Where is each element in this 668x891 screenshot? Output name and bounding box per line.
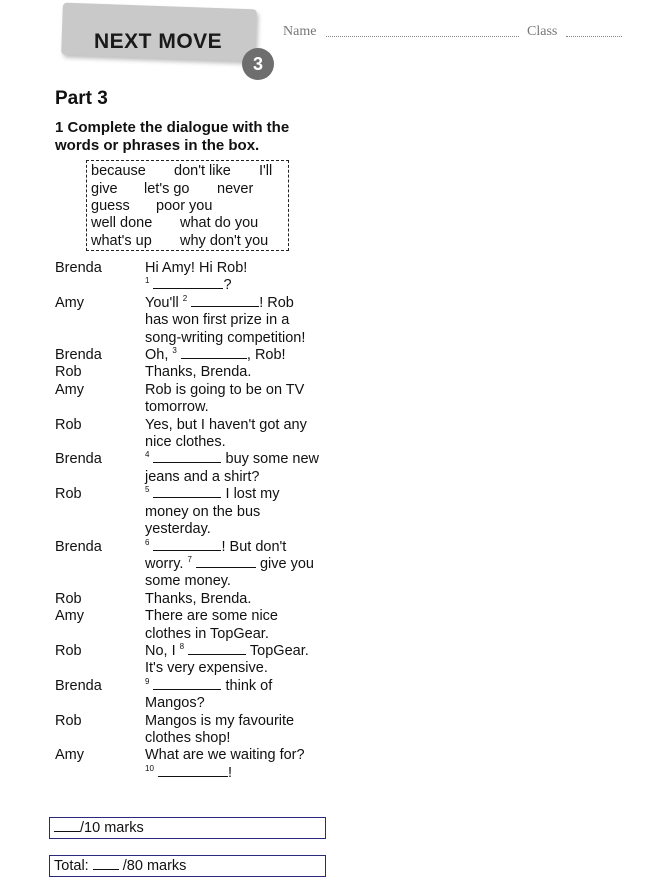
- line-text: Yes, but I haven't got any nice clothes.: [145, 416, 307, 451]
- gap-number: 2: [182, 293, 188, 303]
- speaker: Rob: [55, 416, 82, 433]
- dialogue-line: [55, 747, 335, 782]
- gap-number: 8: [179, 642, 185, 652]
- line-text: give you some money.: [145, 555, 314, 590]
- word-box-item: let's go: [144, 181, 190, 197]
- line-text: Rob is going to be on TV tomorrow.: [145, 381, 305, 416]
- answer-gap[interactable]: [181, 347, 247, 359]
- word-box-item: because: [91, 163, 146, 179]
- part-heading: Part 3: [55, 88, 108, 109]
- speaker: Brenda: [55, 677, 102, 694]
- answer-gap[interactable]: [191, 295, 259, 307]
- dialogue-line: [55, 295, 335, 347]
- line-text: You'll: [145, 294, 179, 311]
- gap-number: 6: [145, 537, 150, 547]
- line-text: I lost my money on the bus yesterday.: [145, 486, 280, 538]
- total-marks-box: [49, 855, 326, 877]
- exercise-instruction: 1 Complete the dialogue with the words or phrases in the box.: [55, 119, 290, 154]
- book-title: NEXT MOVE: [94, 30, 223, 53]
- answer-gap[interactable]: [153, 277, 223, 289]
- word-box-item: guess: [91, 198, 130, 214]
- total-label: Total:: [54, 858, 89, 874]
- level-badge: 3: [242, 48, 274, 80]
- line-text: Mangos is my favourite clothes shop!: [145, 712, 295, 746]
- section-marks: /10 marks: [80, 820, 144, 836]
- word-box-item: what's up: [91, 233, 152, 249]
- section-marks-box: [49, 817, 326, 839]
- word-box-item: why don't you: [180, 233, 269, 249]
- word-box-item: I'll: [259, 163, 273, 179]
- speaker: Brenda: [55, 260, 102, 276]
- dialogue-line: [55, 260, 335, 295]
- line-text: There are some nice clothes in TopGear.: [145, 608, 278, 642]
- gap-number: 5: [145, 485, 150, 495]
- line-text: ?: [223, 277, 232, 294]
- line-text: Thanks, Brenda.: [145, 364, 252, 381]
- answer-gap[interactable]: [196, 556, 256, 568]
- line-text: Oh,: [145, 347, 169, 364]
- gap-number: 10: [145, 763, 154, 773]
- answer-gap[interactable]: [153, 678, 221, 690]
- word-box-item: poor you: [156, 198, 213, 214]
- dialogue-line: [55, 678, 335, 713]
- speaker: Rob: [55, 486, 82, 503]
- word-box-item: give: [91, 181, 118, 197]
- answer-gap[interactable]: [153, 486, 221, 498]
- gap-number: 3: [172, 346, 177, 356]
- dialogue-line: [55, 486, 335, 538]
- gap-number: 7: [187, 555, 192, 565]
- dialogue-line: [55, 713, 335, 748]
- gap-number: 4: [145, 450, 150, 460]
- answer-gap[interactable]: [153, 539, 221, 551]
- speaker: Amy: [55, 381, 84, 398]
- word-box-item: what do you: [180, 215, 259, 231]
- speaker: Brenda: [55, 538, 102, 555]
- name-line[interactable]: [326, 36, 519, 37]
- line-text: !: [227, 764, 232, 781]
- answer-gap[interactable]: [188, 643, 246, 655]
- name-label: Name: [283, 24, 317, 39]
- speaker: Amy: [55, 747, 84, 764]
- dialogue-line: [55, 417, 335, 452]
- gap-number: 1: [145, 276, 150, 286]
- dialogue-line: [55, 608, 335, 643]
- total-score-gap[interactable]: [93, 858, 119, 870]
- dialogue-line: [55, 364, 335, 381]
- gap-number: 9: [145, 676, 150, 686]
- dialogue-line: [55, 591, 335, 608]
- speaker: Amy: [55, 294, 84, 311]
- score-gap[interactable]: [54, 820, 80, 832]
- word-box: [86, 160, 289, 251]
- dialogue-line: [55, 539, 335, 591]
- dialogue-line: [55, 643, 335, 678]
- speaker: Amy: [55, 608, 84, 625]
- line-text: ! But don't worry.: [145, 538, 287, 572]
- word-box-item: don't like: [174, 163, 231, 179]
- line-text: No, I: [145, 642, 176, 659]
- dialogue-line: [55, 451, 335, 486]
- class-label: Class: [527, 24, 558, 39]
- speaker: Rob: [55, 364, 82, 381]
- word-box-item: never: [217, 181, 254, 197]
- line-text: think of Mangos?: [145, 677, 273, 712]
- answer-gap[interactable]: [158, 765, 228, 777]
- dialogue-line: [55, 347, 335, 364]
- speaker: Rob: [55, 590, 82, 607]
- line-text: Thanks, Brenda.: [145, 590, 252, 607]
- line-text: , Rob!: [246, 347, 286, 364]
- line-text: buy some new jeans and a shirt?: [145, 451, 320, 485]
- speaker: Brenda: [55, 451, 102, 468]
- line-text: ! Rob has won first prize in a song-writing competition!: [145, 294, 306, 346]
- speaker: Rob: [55, 642, 82, 659]
- dialogue-line: [55, 382, 335, 417]
- total-marks: /80 marks: [122, 858, 187, 874]
- speaker: Brenda: [55, 347, 102, 364]
- line-text: Hi Amy! Hi Rob!: [145, 260, 248, 276]
- line-text: What are we waiting for?: [145, 747, 305, 764]
- line-text: TopGear. It's very expensive.: [145, 642, 309, 677]
- class-line[interactable]: [566, 36, 622, 37]
- answer-gap[interactable]: [153, 451, 221, 463]
- word-box-item: well done: [91, 215, 153, 231]
- speaker: Rob: [55, 712, 82, 729]
- dialogue: [55, 260, 335, 782]
